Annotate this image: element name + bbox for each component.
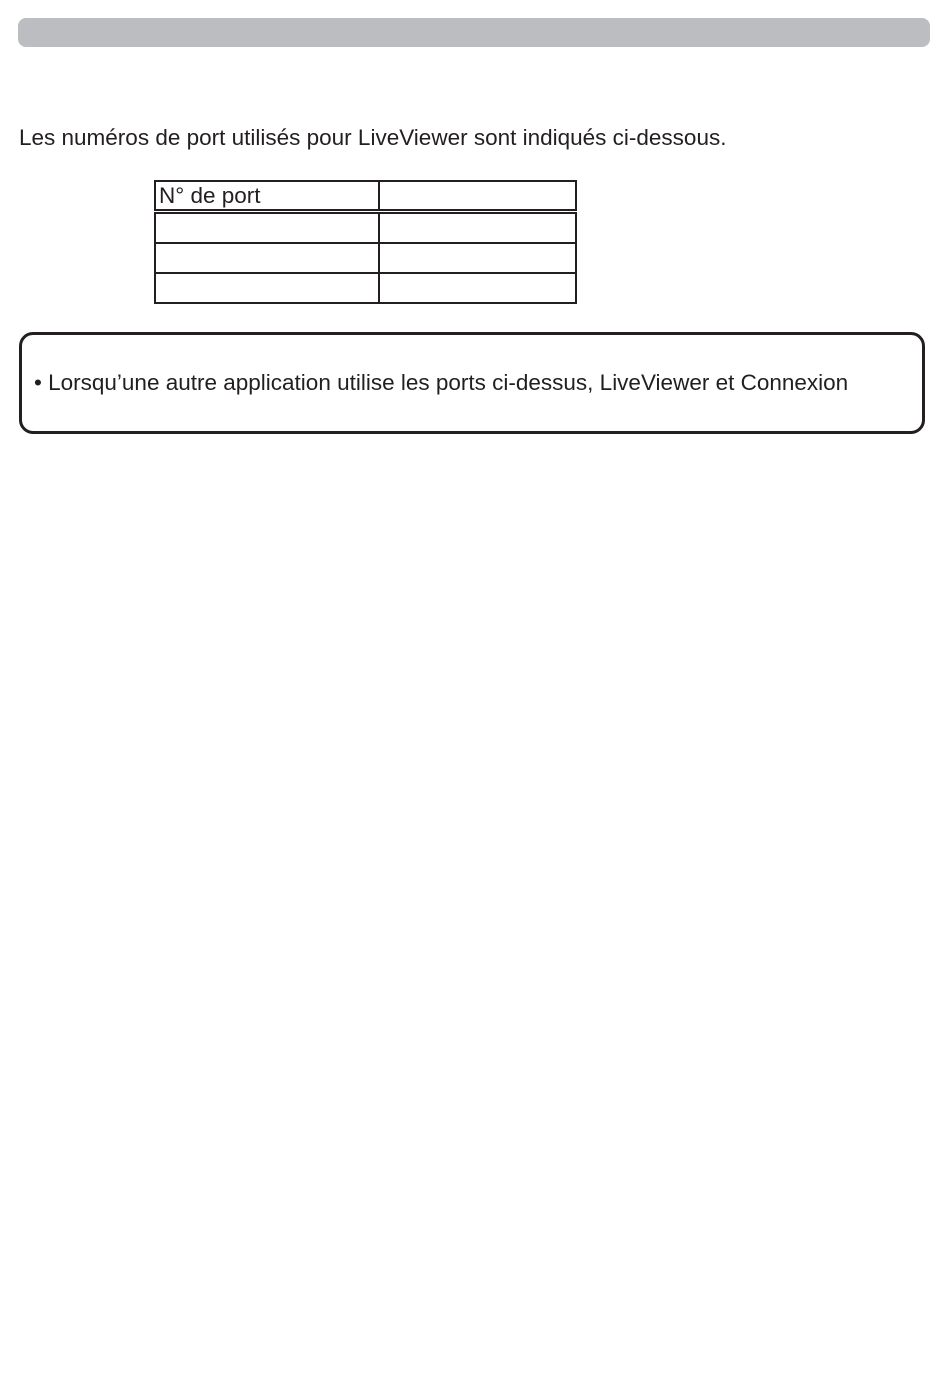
table-cell: [155, 273, 379, 303]
table-cell: [155, 243, 379, 273]
intro-paragraph: Les numéros de port utilisés pour LiveViewer sont indiqués ci-dessous.: [19, 125, 727, 150]
table-header-cell-value: [379, 181, 576, 212]
section-header-bar: [18, 18, 930, 47]
table-cell: [379, 273, 576, 303]
port-number-table: [154, 180, 577, 304]
table-row: [155, 273, 576, 303]
table-cell: [379, 243, 576, 273]
table-row: [155, 243, 576, 273]
table-header-cell-port: N° de port: [155, 181, 379, 212]
table-cell: [155, 212, 379, 244]
note-text: • Lorsqu’une autre application utilise les ports ci-dessus, LiveViewer et Connexion: [34, 370, 849, 395]
note-box: [19, 332, 925, 434]
table-header-row: [155, 181, 576, 212]
table-row: [155, 212, 576, 244]
table-cell: [379, 212, 576, 244]
